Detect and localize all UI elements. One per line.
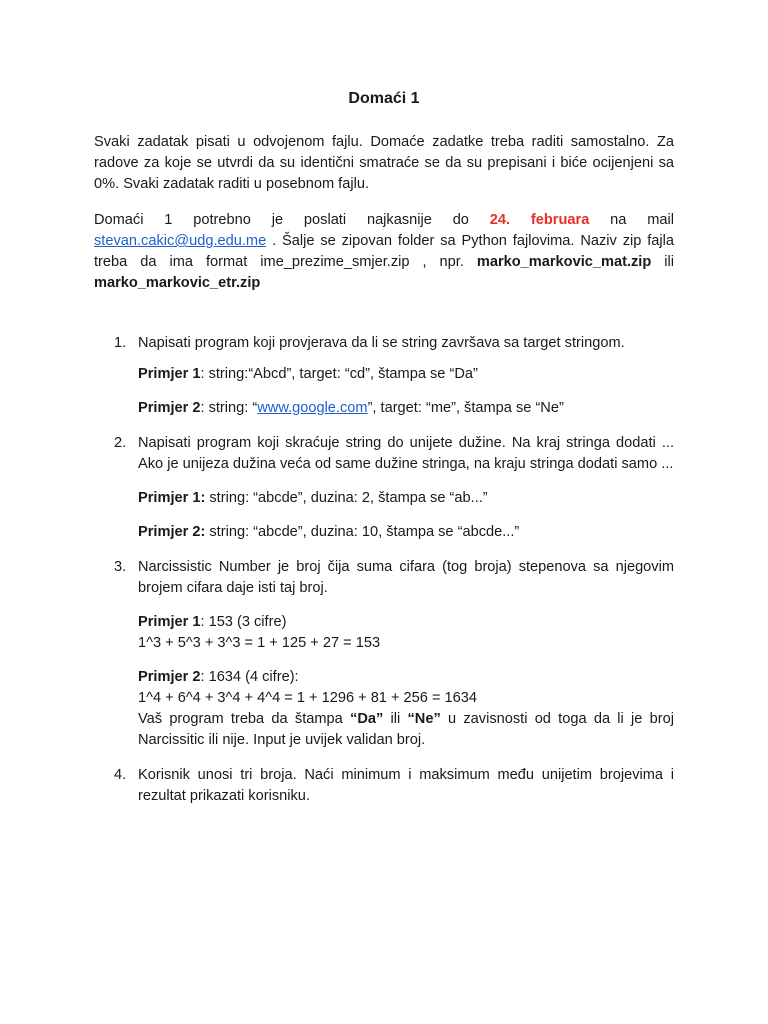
example-text: : string:“Abcd”, target: “cd”, štampa se “Da” — [200, 366, 478, 382]
task-item-1 — [94, 333, 674, 419]
zip-example-2: marko_markovic_etr.zip — [94, 275, 261, 291]
note-text: Vaš program treba da štampa — [138, 711, 351, 727]
example-calculation: 1^4 + 6^4 + 3^4 + 4^4 = 1 + 1296 + 81 + 256 = 1634 — [138, 690, 478, 706]
task-number: 4. — [114, 767, 127, 783]
task-item-3 — [94, 557, 674, 751]
task-example — [138, 398, 674, 419]
example-text: string: “abcde”, duzina: 2, štampa se “ab...” — [205, 490, 488, 506]
task-example — [138, 364, 674, 385]
google-link[interactable]: www.google.com — [257, 400, 368, 416]
task-note — [138, 709, 674, 751]
email-link[interactable]: stevan.cakic@udg.edu.me — [94, 233, 267, 249]
task-example — [138, 667, 674, 688]
example-label: Primjer 1 — [138, 366, 201, 382]
zip-example-1: marko_markovic_mat.zip — [476, 254, 652, 270]
task-number: 1. — [114, 335, 127, 351]
example-label: Primjer 2 — [138, 669, 201, 685]
task-text: Napisati program koji provjerava da li se string završava sa target stringom. — [138, 335, 625, 351]
example-label: Primjer 1 — [138, 614, 201, 630]
deadline-paragraph — [94, 210, 674, 294]
example-calculation: 1^3 + 5^3 + 3^3 = 1 + 125 + 27 = 153 — [138, 635, 381, 651]
task-example — [138, 488, 674, 509]
note-da: “Da” — [350, 711, 384, 727]
example-label: Primjer 2 — [138, 400, 201, 416]
deadline-text-4: ili — [651, 254, 674, 270]
example-text: : 1634 (4 cifre): — [200, 669, 299, 685]
deadline-date: 24. februara — [489, 212, 590, 228]
example-text: ”, target: “me”, štampa se “Ne” — [367, 400, 564, 416]
intro-paragraph: Svaki zadatak pisati u odvojenom fajlu. Domaće zadatke treba raditi samostalno. Za radove za koje se utvrdi da su identični smatraće se da su prepisani i biće ocijenjeni sa 0%. Svaki zadatak raditi u posebnom fajlu. — [94, 134, 674, 192]
note-ne: “Ne” — [407, 711, 441, 727]
example-label: Primjer 2: — [138, 524, 206, 540]
task-item-4 — [94, 765, 674, 807]
deadline-text-1: Domaći 1 potrebno je poslati najkasnije do — [94, 212, 490, 228]
deadline-text-3: . Šalje se zipovan folder sa Python fajlovima. Naziv zip fajla treba da ima format ime_prezime_smjer.zip , npr. — [94, 233, 674, 270]
task-item-2 — [94, 433, 674, 543]
task-text: Korisnik unosi tri broja. Naći minimum i maksimum među unijetim brojevima i rezultat prikazati korisniku. — [138, 767, 674, 804]
deadline-text-2: na mail — [589, 212, 674, 228]
page-title: Domaći 1 — [348, 90, 420, 107]
example-text: string: “abcde”, duzina: 10, štampa se “abcde...” — [205, 524, 520, 540]
task-number: 2. — [114, 435, 127, 451]
example-text: : 153 (3 cifre) — [200, 614, 287, 630]
task-list — [94, 333, 674, 807]
example-label: Primjer 1: — [138, 490, 206, 506]
task-text: Narcissistic Number je broj čija suma cifara (tog broja) stepenova sa njegovim brojem cifara daje isti taj broj. — [138, 559, 674, 596]
note-text: u zavisnosti od toga da li je broj Narcissitic ili nije. Input je uvijek validan broj. — [138, 711, 674, 748]
example-text: : string: “ — [200, 400, 258, 416]
task-text: Napisati program koji skraćuje string do unijete dužine. Na kraj stringa dodati ... Ako je unijeza dužina veća od same dužine stringa, na kraju stringa dodati samo ... — [138, 435, 674, 472]
task-example — [138, 522, 674, 543]
note-text: ili — [383, 711, 408, 727]
task-example — [138, 612, 674, 633]
task-number: 3. — [114, 559, 127, 575]
